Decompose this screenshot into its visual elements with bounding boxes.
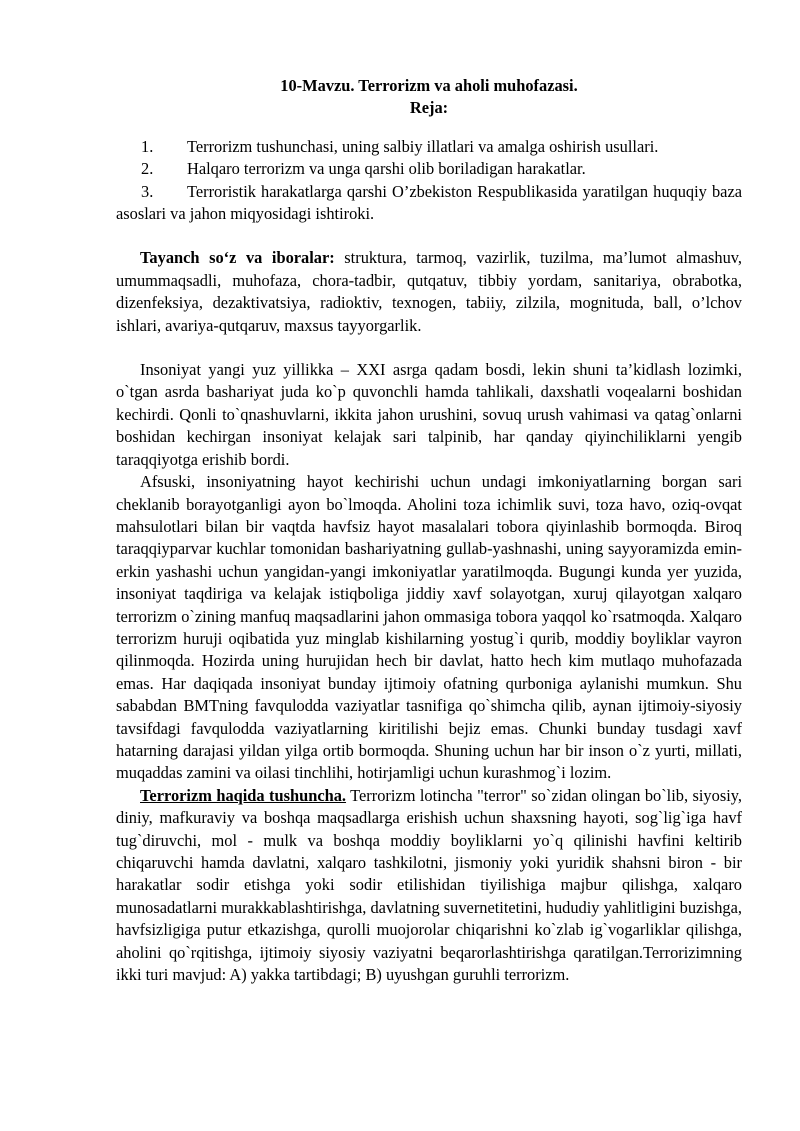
plan-item-text: Terrorizm tushunchasi, uning salbiy illatlari va amalga oshirish usullari. [187, 136, 659, 156]
term-heading: Terrorizm haqida tushuncha. [140, 785, 347, 805]
plan-item-number: 1. [141, 136, 154, 156]
document-page [116, 75, 742, 986]
plan-item-number: 3. [141, 181, 154, 201]
plan-item [116, 181, 742, 226]
plan-item-number: 2. [141, 159, 154, 179]
body-paragraph: Afsuski, insoniyatning hayot kechirishi uchun undagi imkoniyatlarning borgan sari cheklanib borayotganligi ayon bo`lmoqda. Aholini toza ichimlik suvi, toza havo, oziq-ovqat mahsulotlari bilan bir vaqtda havfsiz hayot masalalari tobora qiyinlashib bormoqda. Biroq taraqqiyparvar kuchlar tomonidan bashariyatning gullab-yashnashi, uning sayyoramizda emin-erkin yashashi uchun yangidan-yangi imkoniyatlar yaratilmoqda. Bugungi kunda yer yuzida, insoniyat taqdiriga va kelajak istiqboliga jiddiy xavf solayotgan, xuruj qilayotgan xalqaro terrorizm o`zining manfuq maqsadlarini jahon ommasiga tobora yaqqol ko`rsatmoqda. Xalqaro terrorizm huruji oqibatida yuz minglab kishilarning yostug`i qurib, moddiy boyliklar vayron qilinmoqda. Hozirda uning hurujidan hech bir davlat, hatto hech kim mutlaqo muhofazada emas. Har daqiqada insoniyat bunday ijtimoiy ofatning qurboniga aylanishi mumkun. Shu sababdan BMTning favqulodda vaziyatlar tasnifiga qo`shimcha qilib, aynan ijtimoiy-siyosiy tavsifdagi favqulodda vaziyatlarning kiritilishi bejiz emas. Chunki bunday tusdagi xavf hatarning darajasi yildan yilga ortib bormoqda. Shuning uchun har bir inson o`z yurti, millati, muqaddas zamini va oilasi tinchlihi, hotirjamligi uchun kurashmog`i lozim. [116, 472, 742, 783]
plan-item [116, 136, 742, 158]
plan-item-text: Terroristik harakatlarga qarshi O’zbekiston Respublikasida yaratilgan huquqiy baza asoslari va jahon miqyosidagi ishtiroki. [116, 181, 742, 224]
keywords-text: struktura, tarmoq, vazirlik, tuzilma, ma’lumot almashuv, umummaqsadli, muhofaza, chora-tadbir, qutqatuv, tibbiy yordam, sanitariya, obrabotka, dizenfeksiya, dezaktivatsiya, radioktiv, texnogen, tabiiy, zilzila, mognituda, ball, o’lchov ishlari, avariya-qutqaruv, maxsus tayyorgarlik. [116, 248, 742, 335]
plan-heading: Reja: [409, 98, 449, 118]
document-title: 10-Mavzu. Terrorizm va aholi muhofazasi. [280, 76, 578, 95]
term-paragraph [116, 785, 742, 987]
term-text: Terrorizm lotincha "terror" so`zidan olingan bo`lib, siyosiy, diniy, mafkuraviy va boshqa maqsadlarga erishish uchun shaxsning hayoti, sog`lig`iga havf tug`diruvchi, mol - mulk va boshqa moddiy boyliklarni yo`q qilinishi havfini keltirib chiqaruvchi hamda davlatni, xalqaro tashkilotni, jismoniy yoki yuridik shahsni biron - bir harakatlar sodir etishga yoki sodir etilishidan tiyilishiga majbur qilishga, xalqaro munosadatlarni murakkablashtirishga, davlatning suvernetitetini, hududiy yahlitligini buzishga, havfsizligiga putur etkazishga, qurolli muojorolar chiqarishni ko`zlab ig`vogarliklar qilishga, aholini qo`rqitishga, ijtimoiy siyosiy vaziyatni beqarorlashtirishga qaratilgan.Terrorizimning ikki turi mavjud: A) yakka tartibdagi; B) uyushgan guruhli terrorizm. [116, 785, 742, 985]
plan-item [116, 158, 742, 180]
keywords-paragraph [116, 247, 742, 337]
plan-item-text: Halqaro terrorizm va unga qarshi olib boriladigan harakatlar. [187, 159, 586, 179]
plan-list [116, 136, 742, 226]
keywords-label: Tayanch so‘z va iboralar: [140, 248, 335, 268]
body-paragraph: Insoniyat yangi yuz yillikka – XXI asrga qadam bosdi, lekin shuni ta’kidlash lozimki, o`tgan asrda bashariyat juda ko`p quvonchli hamda tahlikali, daxshatli voqealarni boshidan kechirdi. Qonli to`qnashuvlarni, ikkita jahon urushini, sovuq urush vahimasi va qatag`onlarni boshidan kechirgan insoniyat kelajak sari talpinib, har qanday qiyinchiliklarni yengib taraqqiyotga erishib bordi. [116, 360, 742, 469]
